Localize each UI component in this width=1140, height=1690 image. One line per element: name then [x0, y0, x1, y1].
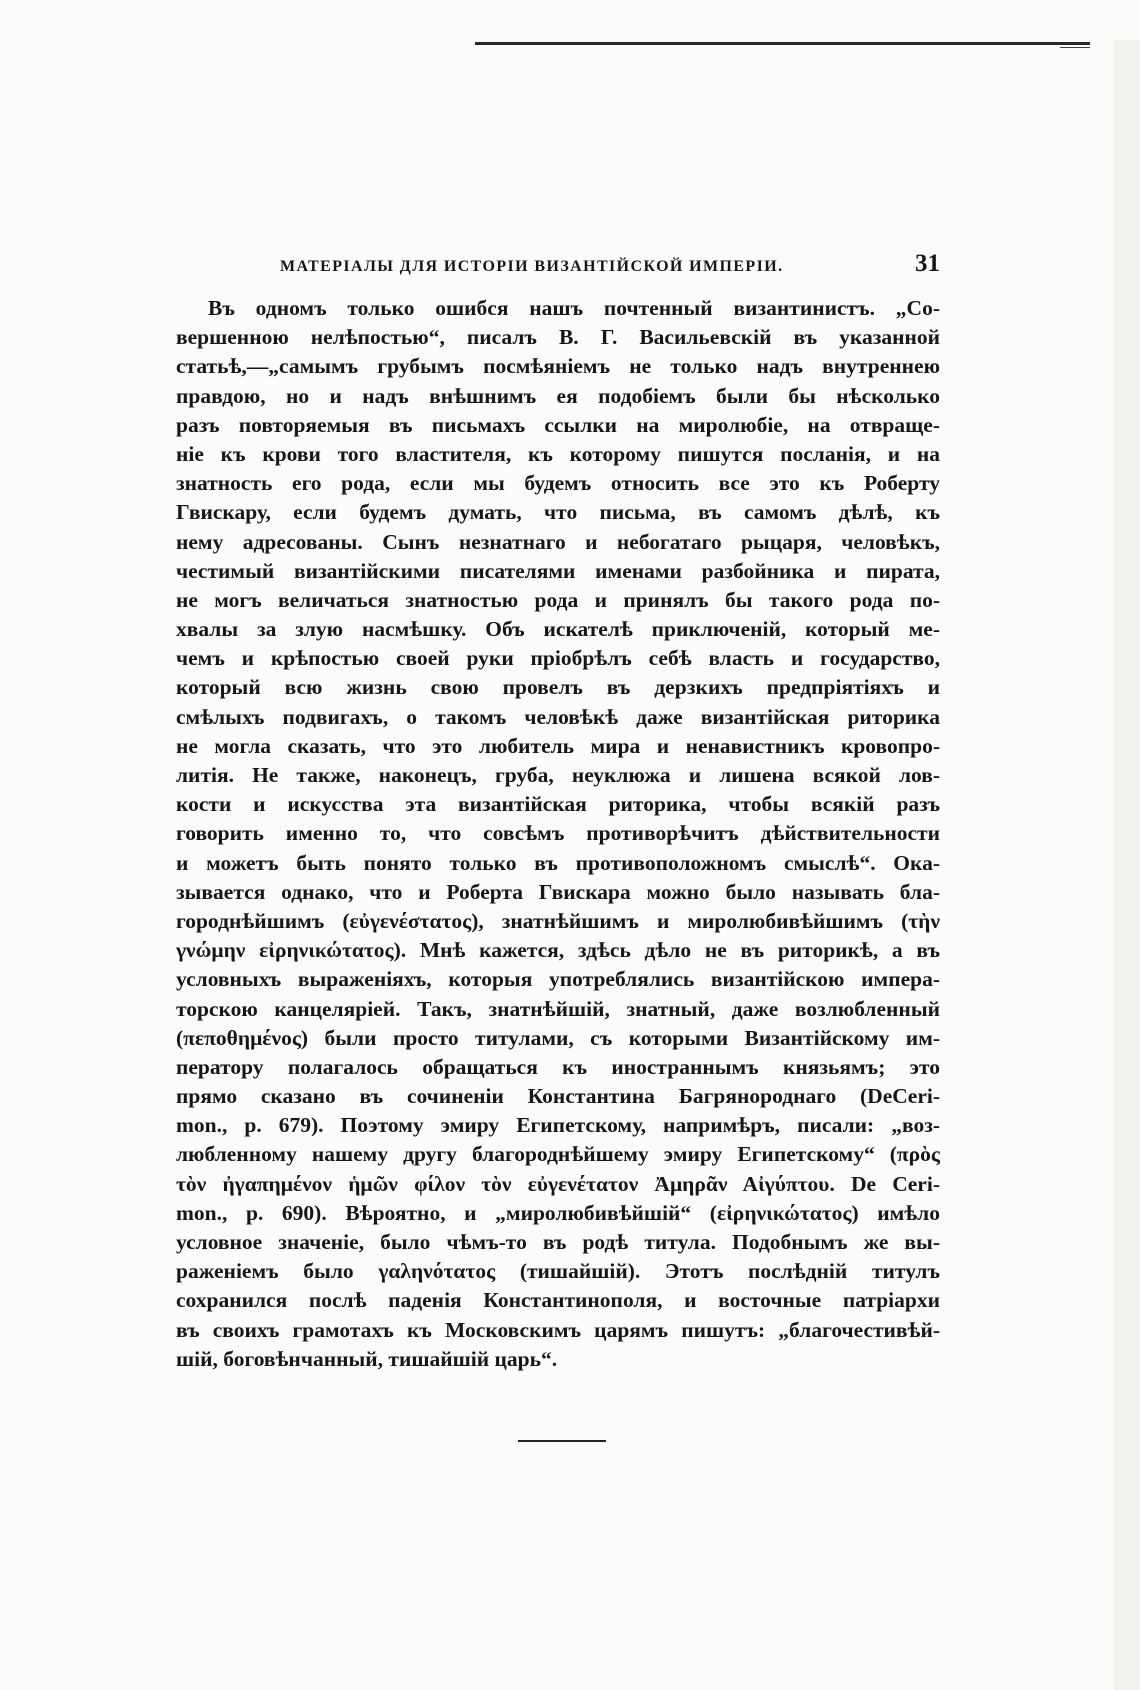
text-line: торскою канцеляріей. Такъ, знатнѣйшій, знатный, даже возлюбленный — [176, 996, 940, 1021]
text-line: нему адресованы. Сынъ незнатнаго и небогатаго рыцаря, человѣкъ, — [176, 529, 940, 554]
text-line: Гвискару, если будемъ думать, что письма, въ самомъ дѣлѣ, къ — [176, 500, 940, 525]
text-line: (πεποθημένος) были просто титулами, съ которыми Византійскому им- — [176, 1025, 940, 1050]
text-line: честимый византійскими писателями именами разбойника и пирата, — [176, 558, 940, 583]
page-number: 31 — [915, 250, 940, 277]
text-line: прямо сказано въ сочиненіи Константина Багрянороднаго (DeCeri- — [176, 1084, 940, 1109]
text-line: условныхъ выраженіяхъ, которыя употреблялись византійскою импера- — [176, 967, 940, 992]
section-end-rule — [518, 1440, 606, 1442]
text-line: литія. Не также, наконецъ, груба, неуклюжа и лишена всякой лов- — [176, 763, 940, 787]
text-line: хвалы за злую насмѣшку. Объ искателѣ приключеній, который ме- — [176, 617, 940, 642]
text-line: не могъ величаться знатностью рода и принялъ бы такого рода по- — [176, 587, 940, 612]
text-line: любленному нашему другу благороднѣйшему эмиру Египетскому“ (πρὸς — [176, 1142, 940, 1167]
text-line: не могла сказать, что это любитель мира и ненавистникъ кровопро- — [176, 733, 940, 758]
text-line: разъ повторяемыя въ письмахъ ссылки на миролюбіе, на отвраще- — [176, 412, 940, 437]
text-line: статьѣ,—„самымъ грубымъ посмѣяніемъ не только надъ внутреннею — [176, 354, 940, 379]
text-line: правдою, но и надъ внѣшнимъ ея подобіемъ были бы нѣсколько — [176, 383, 940, 408]
text-line: который всю жизнь свою провелъ въ дерзкихъ предпріятіяхъ и — [176, 675, 940, 700]
text-line: сохранился послѣ паденія Константинополя, и восточные патріархи — [176, 1288, 940, 1313]
text-line: говорить именно то, что совсѣмъ противорѣчитъ дѣйствительности — [176, 821, 940, 846]
text-line: кости и искусства эта византійская риторика, чтобы всякій разъ — [176, 792, 940, 817]
body-text — [176, 294, 940, 1374]
running-title: МАТЕРІАЛЫ ДЛЯ ИСТОРІИ ВИЗАНТІЙСКОЙ ИМПЕРІИ. — [280, 258, 784, 275]
text-line: знатность его рода, если мы будемъ относить все это къ Роберту — [176, 471, 940, 496]
text-line: смѣлыхъ подвигахъ, о такомъ человѣкѣ даже византійская риторика — [176, 704, 940, 729]
text-line: раженіемъ было γαληνότατος (тишайшій). Этотъ послѣдній титулъ — [176, 1259, 940, 1284]
text-line: ніе къ крови того властителя, къ которому пишутся посланія, и на — [176, 441, 940, 466]
text-line: ператору полагалось обращаться къ иностраннымъ князьямъ; это — [176, 1054, 940, 1079]
text-line: mon., p. 690). Вѣроятно, и „миролюбивѣйшій“ (εἰρηνικώτατος) имѣло — [176, 1200, 940, 1225]
page-header — [280, 250, 940, 278]
text-line: шій, боговѣнчанный, тишайшій царь“. — [176, 1346, 558, 1371]
text-line: mon., p. 679). Поэтому эмиру Египетскому, напримѣръ, писали: „воз- — [176, 1113, 940, 1138]
text-line: τὸν ἠγαπημένον ἡμῶν φίλον τὸν εὐγενέτατον Ἀμηρᾶν Αἰγύπτου. De Ceri- — [176, 1171, 940, 1196]
top-rule-secondary — [1060, 47, 1090, 48]
text-line: въ своихъ грамотахъ къ Московскимъ царямъ пишутъ: „благочестивѣй- — [176, 1317, 940, 1342]
text-line: вершенною нелѣпостью“, писалъ В. Г. Васильевскій въ указанной — [176, 325, 940, 350]
text-line: Въ одномъ только ошибся нашъ почтенный византинистъ. „Со- — [208, 296, 940, 320]
text-line: городнѣйшимъ (εὐγενέστατος), знатнѣйшимъ и миролюбивѣйшимъ (τὴν — [176, 908, 940, 933]
text-line: чемъ и крѣпостью своей руки пріобрѣлъ себѣ власть и государство, — [176, 646, 940, 671]
text-line: и можетъ быть понято только въ противоположномъ смыслѣ“. Ока- — [176, 850, 940, 875]
text-line: зывается однако, что и Роберта Гвискара можно было называть бла- — [176, 879, 940, 904]
text-line: γνώμην εἰρηνικώτατος). Мнѣ кажется, здѣсь дѣло не въ риторикѣ, а въ — [176, 938, 940, 963]
top-rule — [475, 42, 1090, 45]
page-edge-shadow — [1114, 40, 1140, 1690]
text-line: условное значеніе, было чѣмъ-то въ родѣ титула. Подобнымъ же вы- — [176, 1230, 940, 1254]
